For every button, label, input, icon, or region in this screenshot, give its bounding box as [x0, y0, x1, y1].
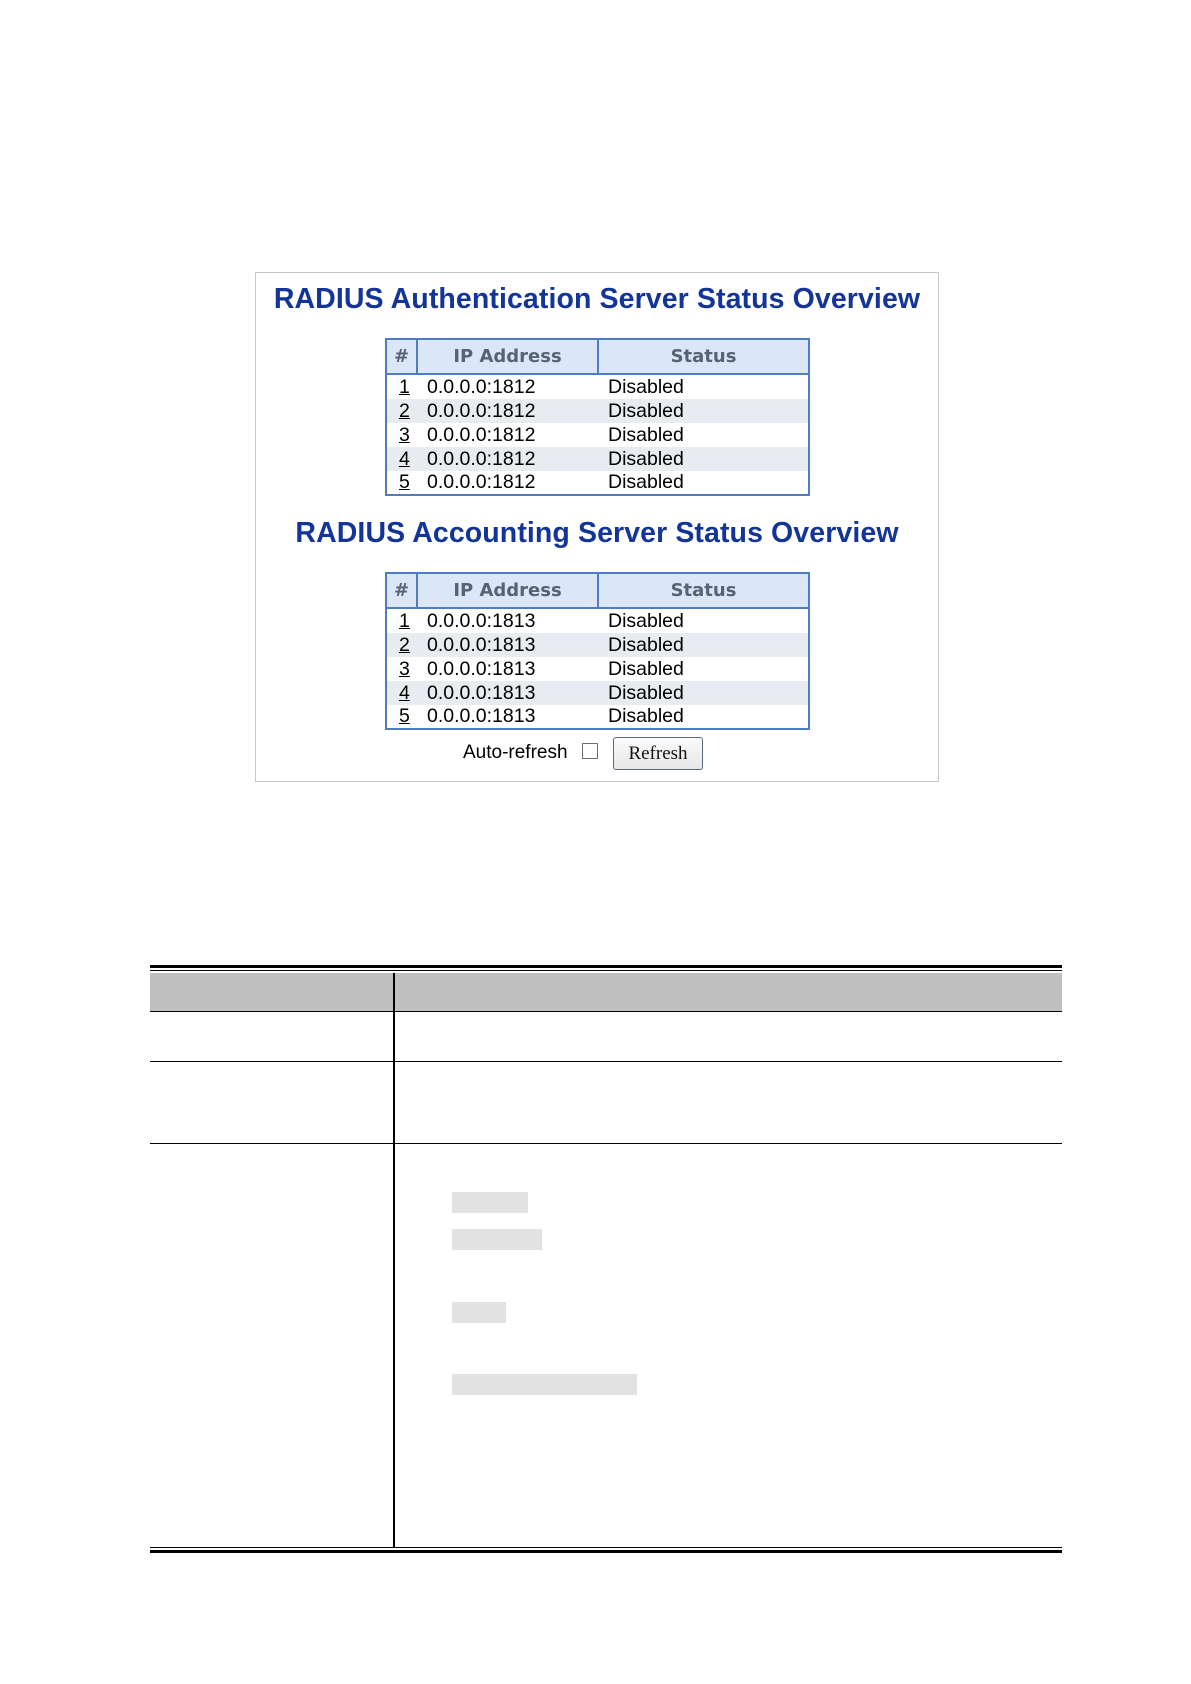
table-row: [386, 447, 809, 471]
status-cell: Disabled: [608, 705, 684, 727]
table-row: [386, 633, 809, 657]
redacted-text-block: [452, 1192, 528, 1213]
status-cell: Disabled: [598, 681, 809, 705]
table-row: [386, 399, 809, 423]
status-cell: Disabled: [598, 447, 809, 471]
column-header-status: Status: [598, 339, 809, 374]
ip-address-cell: 0.0.0.0:1813: [417, 633, 598, 657]
table-header-divider: [150, 1011, 1062, 1012]
ip-address-cell: 0.0.0.0:1812: [427, 423, 536, 446]
radius-overview-panel: [255, 272, 939, 782]
status-cell: Disabled: [598, 633, 809, 657]
redacted-text-block: [452, 1374, 637, 1395]
table-row: [386, 657, 809, 681]
redacted-text-block: [452, 1229, 542, 1250]
server-number-link[interactable]: 2: [399, 399, 410, 422]
column-header-ip-address: IP Address: [417, 573, 598, 608]
ip-address-cell: 0.0.0.0:1813: [427, 705, 536, 727]
ip-address-cell: 0.0.0.0:1813: [417, 681, 598, 705]
auth-overview-title: RADIUS Authentication Server Status Overview: [273, 283, 921, 315]
table-header: [150, 973, 1062, 1011]
status-cell: Disabled: [598, 399, 809, 423]
refresh-button[interactable]: Refresh: [613, 737, 703, 770]
ip-address-cell: 0.0.0.0:1812: [427, 375, 536, 398]
status-cell: Disabled: [608, 609, 684, 632]
status-cell: Disabled: [608, 423, 684, 446]
parameter-description-table: [150, 965, 1062, 1555]
acct-server-table: [385, 572, 810, 730]
table-top-rule-thin: [150, 970, 1062, 971]
server-number-link[interactable]: 3: [399, 423, 410, 446]
status-cell: Disabled: [608, 471, 684, 493]
server-number-link[interactable]: 2: [399, 633, 410, 656]
table-row: [386, 705, 809, 729]
table-bottom-rule-thin: [150, 1547, 1062, 1548]
column-header-number: #: [386, 573, 417, 608]
column-header-number: #: [386, 339, 417, 374]
table-row: [386, 681, 809, 705]
table-row: [386, 374, 809, 399]
column-header-status: Status: [598, 573, 809, 608]
table-row: [386, 608, 809, 633]
refresh-controls: [256, 736, 938, 770]
server-number-link[interactable]: 5: [399, 705, 410, 727]
ip-address-cell: 0.0.0.0:1813: [427, 657, 536, 680]
redacted-text-block: [452, 1302, 506, 1323]
server-number-link[interactable]: 1: [399, 375, 410, 398]
table-row: [386, 471, 809, 495]
server-number-link[interactable]: 3: [399, 657, 410, 680]
ip-address-cell: 0.0.0.0:1812: [417, 399, 598, 423]
table-header-row: [386, 339, 809, 374]
table-bottom-rule: [150, 1550, 1062, 1553]
server-number-link[interactable]: 1: [399, 609, 410, 632]
ip-address-cell: 0.0.0.0:1813: [427, 609, 536, 632]
auto-refresh-checkbox[interactable]: [582, 743, 598, 759]
acct-overview-title: RADIUS Accounting Server Status Overview: [295, 517, 899, 549]
column-header-ip-address: IP Address: [417, 339, 598, 374]
ip-address-cell: 0.0.0.0:1812: [427, 471, 536, 493]
server-number-link[interactable]: 5: [399, 471, 410, 493]
auth-server-table: [385, 338, 810, 496]
table-header-row: [386, 573, 809, 608]
auto-refresh-label: Auto-refresh: [463, 742, 568, 763]
column-divider: [393, 973, 395, 1547]
status-cell: Disabled: [608, 375, 684, 398]
table-top-rule: [150, 965, 1062, 968]
status-cell: Disabled: [608, 657, 684, 680]
table-row: [386, 423, 809, 447]
row-divider: [150, 1143, 1062, 1144]
ip-address-cell: 0.0.0.0:1812: [417, 447, 598, 471]
row-divider: [150, 1061, 1062, 1062]
server-number-link[interactable]: 4: [399, 447, 410, 470]
server-number-link[interactable]: 4: [399, 681, 410, 704]
